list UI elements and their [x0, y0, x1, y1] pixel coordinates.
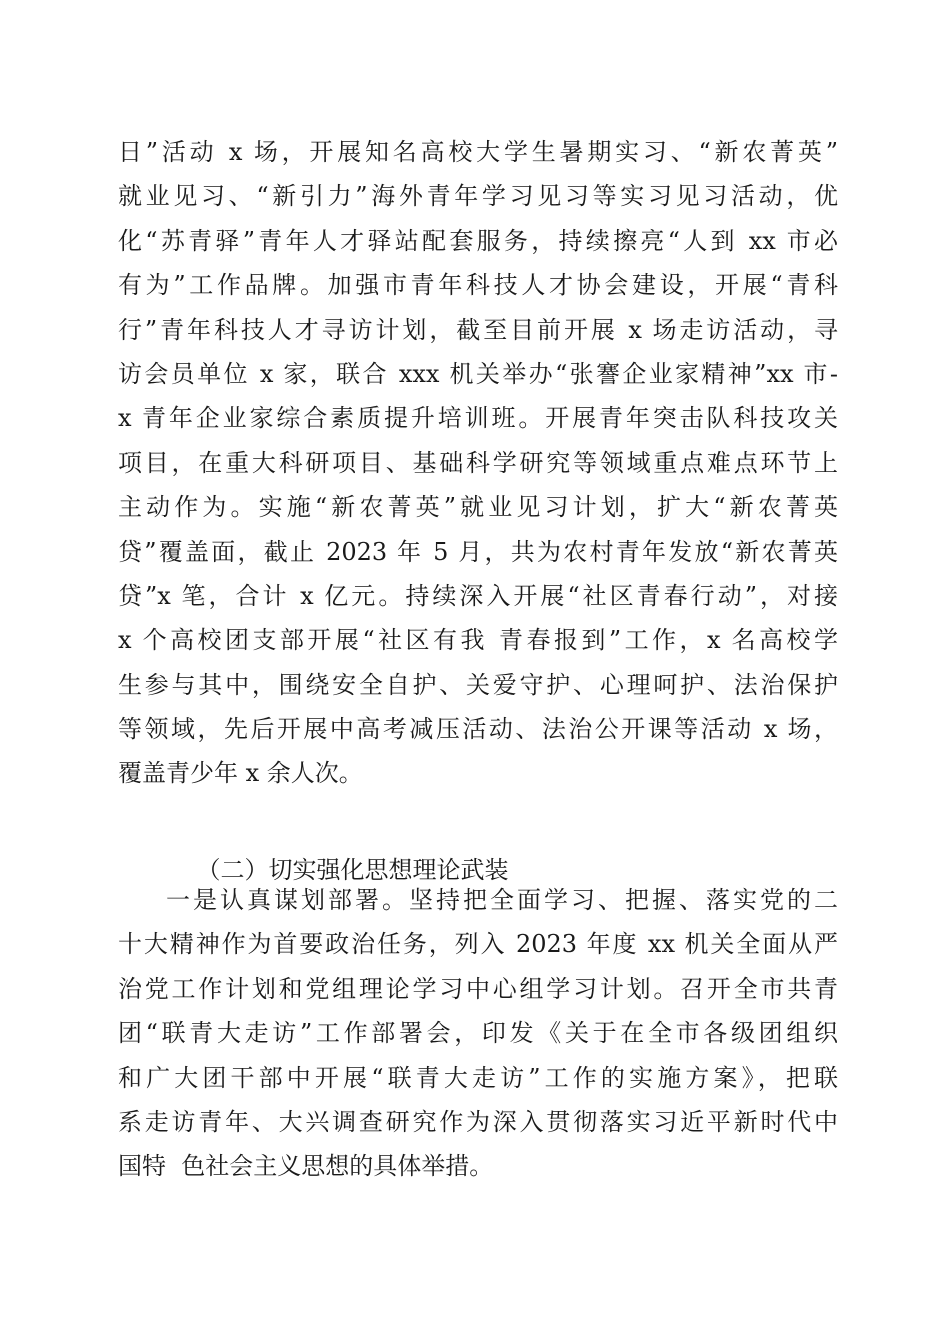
paragraph-line: 主动作为。实施“新农菁英”就业见习计划，扩大“新农菁英	[118, 493, 838, 522]
paragraph-line: 访会员单位 x 家，联合 xxx 机关举办“张謇企业家精神”xx 市-	[118, 359, 838, 388]
paragraph-line: 有为”工作品牌。加强市青年科技人才协会建设，开展“青科	[118, 271, 838, 300]
section-heading	[118, 804, 838, 884]
paragraph-line: 生参与其中，围绕安全自护、关爱守护、心理呵护、法治保护	[118, 670, 838, 699]
paragraph-theory-study	[118, 878, 838, 1189]
paragraph-line: x 个高校团支部开展“社区有我 青春报到”工作，x 名高校学	[118, 626, 838, 655]
paragraph-line: 一是认真谋划部署。坚持把全面学习、把握、落实党的二	[166, 886, 838, 914]
paragraph-line: 贷”x 笔，合计 x 亿元。持续深入开展“社区青春行动”，对接	[118, 581, 838, 610]
paragraph-employment-activities	[118, 130, 838, 796]
paragraph-line: 覆盖青少年 x 余人次。	[118, 759, 363, 788]
paragraph-line: 系走访青年、大兴调查研究作为深入贯彻落实习近平新时代中	[118, 1107, 838, 1136]
paragraph-line: 和广大团干部中开展“联青大走访”工作的实施方案》，把联	[118, 1063, 838, 1092]
paragraph-line: 日”活动 x 场，开展知名高校大学生暑期实习、“新农菁英”	[118, 138, 838, 166]
paragraph-line: 十大精神作为首要政治任务，列入 2023 年度 xx 机关全面从严	[118, 930, 838, 959]
paragraph-line: 化“苏青驿”青年人才驿站配套服务，持续擦亮“人到 xx 市必	[118, 226, 838, 255]
paragraph-line: 治党工作计划和党组理论学习中心组学习计划。召开全市共青	[118, 974, 838, 1003]
paragraph-line: 等领域，先后开展中高考减压活动、法治公开课等活动 x 场，	[118, 715, 838, 744]
paragraph-line: 国特 色社会主义思想的具体举措。	[118, 1152, 494, 1181]
paragraph-line: 贷”覆盖面，截止 2023 年 5 月，共为农村青年发放“新农菁英	[118, 537, 838, 566]
section-heading-text: （二）切实强化思想理论武装	[196, 856, 509, 884]
paragraph-line: 就业见习、“新引力”海外青年学习见习等实习见习活动，优	[118, 182, 838, 211]
paragraph-line: 团“联青大走访”工作部署会，印发《关于在全市各级团组织	[118, 1019, 838, 1048]
paragraph-line: 行”青年科技人才寻访计划，截至目前开展 x 场走访活动，寻	[118, 315, 838, 344]
paragraph-line: 项目，在重大科研项目、基础科学研究等领域重点难点环节上	[118, 448, 838, 477]
paragraph-line: x 青年企业家综合素质提升培训班。开展青年突击队科技攻关	[118, 404, 838, 433]
